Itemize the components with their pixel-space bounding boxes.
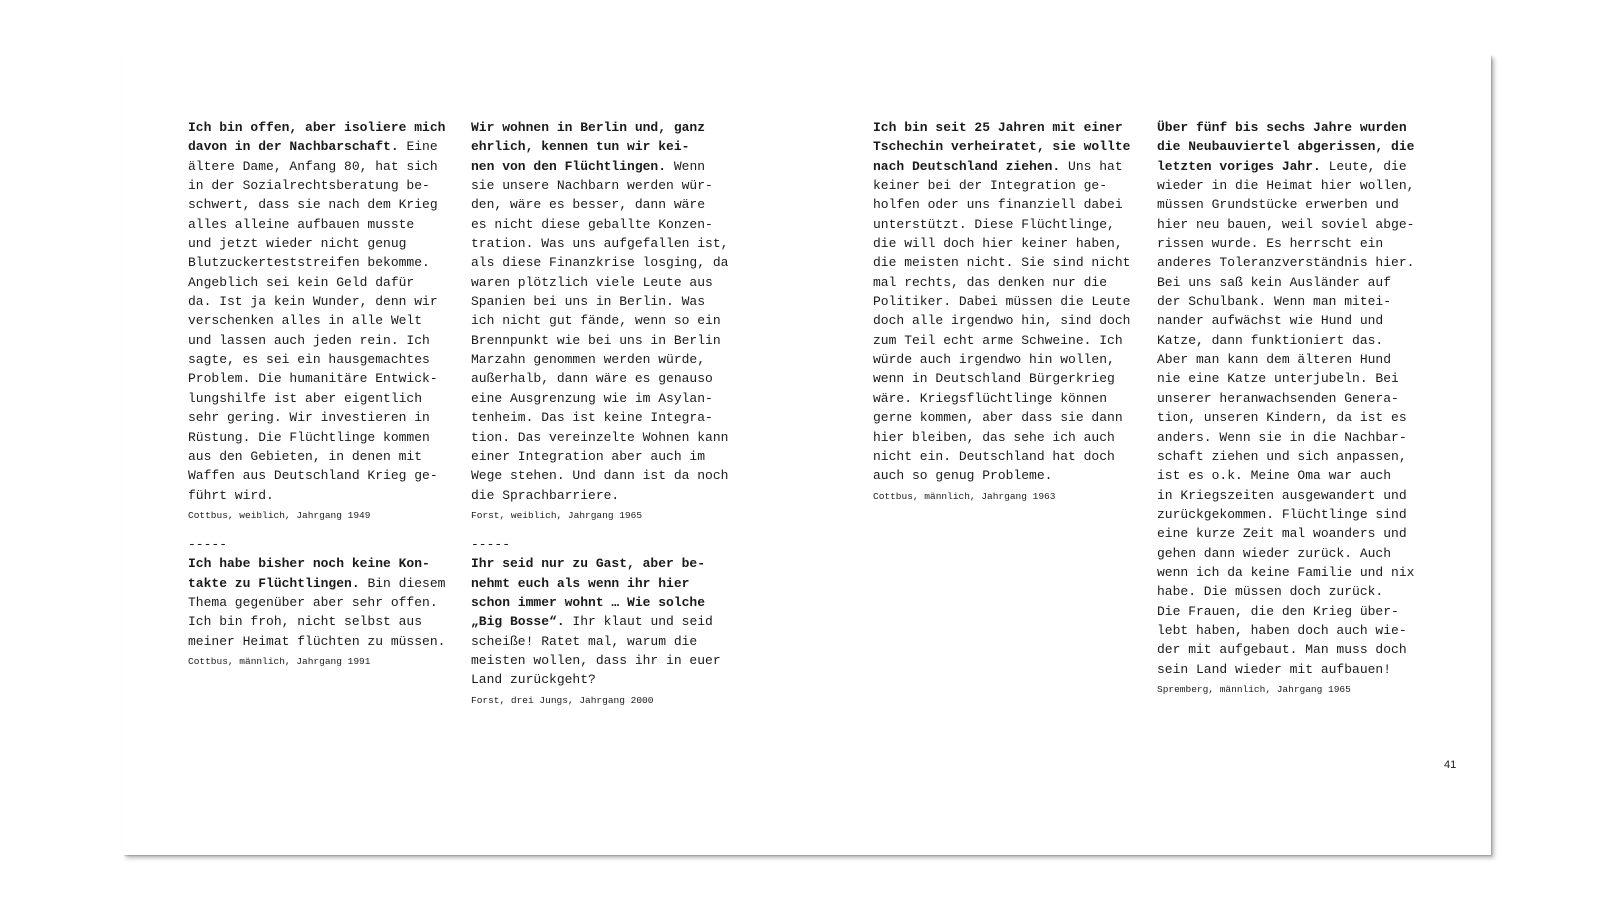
body-text: der Schulbank. Wenn man mitei- — [1157, 294, 1392, 310]
text-line — [1157, 176, 1432, 195]
text-line — [1157, 582, 1432, 601]
quote-block — [471, 118, 746, 523]
text-line — [1157, 447, 1432, 466]
text-line — [188, 428, 463, 447]
text-line — [1157, 466, 1432, 485]
quote-source: Forst, drei Jungs, Jahrgang 2000 — [471, 694, 654, 706]
text-line — [471, 157, 746, 176]
text-line — [188, 157, 463, 176]
body-text: nander aufwächst wie Hund und — [1157, 313, 1384, 329]
text-line — [1157, 544, 1432, 563]
body-text: Aber man kann dem älteren Hund — [1157, 352, 1392, 368]
text-line — [873, 331, 1148, 350]
text-line — [873, 350, 1148, 369]
body-text: keiner bei der Integration ge- — [873, 178, 1108, 194]
text-line — [188, 574, 463, 593]
body-text: und lassen auch jeden rein. Ich — [188, 332, 430, 348]
body-text: in der Sozialrechtsberatung be- — [188, 178, 430, 194]
text-line — [1157, 292, 1432, 311]
text-line — [1157, 311, 1432, 330]
body-text: Rüstung. Die Flüchtlinge kommen — [188, 429, 430, 445]
body-text: Wege stehen. Und dann ist da noch — [471, 468, 729, 484]
text-line — [471, 408, 746, 427]
text-line — [471, 253, 746, 272]
text-line — [873, 215, 1148, 234]
bold-lead-text: nach Deutschland ziehen. — [873, 158, 1061, 174]
column-4 — [1157, 118, 1432, 697]
body-text: Leute, die — [1320, 158, 1407, 174]
text-line — [873, 137, 1148, 156]
column-3 — [873, 118, 1148, 504]
text-line — [1157, 118, 1432, 137]
text-line — [188, 486, 463, 505]
text-line — [1157, 331, 1432, 350]
text-line — [188, 408, 463, 427]
text-line — [471, 632, 746, 651]
text-line — [1157, 369, 1432, 388]
text-line — [188, 632, 463, 651]
column-1 — [188, 118, 463, 669]
body-text: gerne kommen, aber dass sie dann — [873, 410, 1123, 426]
text-line — [1157, 215, 1432, 234]
text-line — [1157, 524, 1432, 543]
quote-block — [188, 118, 463, 523]
text-line — [188, 311, 463, 330]
body-text: die will doch hier keiner haben, — [873, 236, 1123, 252]
text-line — [873, 157, 1148, 176]
body-text: holfen oder uns finanziell dabei — [873, 197, 1123, 213]
text-line — [1157, 234, 1432, 253]
body-text: Wenn — [666, 158, 706, 174]
text-line — [873, 195, 1148, 214]
body-text: führt wird. — [188, 487, 274, 503]
body-text: tion, unseren Kindern, da ist es — [1157, 410, 1407, 426]
body-text: wenn in Deutschland Bürgerkrieg — [873, 371, 1115, 387]
body-text: wenn ich da keine Familie und nix — [1157, 564, 1415, 580]
text-line — [873, 369, 1148, 388]
text-line — [188, 350, 463, 369]
quote-block — [471, 554, 746, 707]
body-text: nie eine Katze unterjubeln. Bei — [1157, 371, 1399, 387]
text-line — [188, 195, 463, 214]
bold-lead-text: takte zu Flüchtlingen. — [188, 575, 360, 591]
body-text: sie unsere Nachbarn werden wür- — [471, 178, 713, 194]
text-line — [188, 447, 463, 466]
body-text: würde auch irgendwo hin wollen, — [873, 352, 1115, 368]
body-text: der mit aufgebaut. Man muss doch — [1157, 642, 1407, 658]
body-text: verschenken alles in alle Welt — [188, 313, 423, 329]
quote-block — [188, 554, 463, 669]
body-text: da. Ist ja kein Wunder, denn wir — [188, 294, 438, 310]
body-text: lungshilfe ist aber eigentlich — [188, 390, 423, 406]
body-text: die meisten nicht. Sie sind nicht — [873, 255, 1131, 271]
bold-lead-text: Ich bin offen, aber isoliere mich — [188, 120, 446, 135]
body-text: Waffen aus Deutschland Krieg ge- — [188, 468, 438, 484]
body-text: den, wäre es besser, dann wäre — [471, 197, 706, 213]
text-line — [471, 554, 746, 573]
text-line — [1157, 273, 1432, 292]
text-line — [471, 350, 746, 369]
body-text: Katze, dann funktioniert das. — [1157, 332, 1384, 348]
text-line — [471, 273, 746, 292]
quote-block — [1157, 118, 1432, 697]
bold-lead-text: Über fünf bis sechs Jahre wurden — [1157, 120, 1407, 135]
body-text: Blutzuckerteststreifen bekomme. — [188, 255, 430, 271]
text-line — [873, 466, 1148, 485]
body-text: einer Integration aber auch im — [471, 448, 706, 464]
body-text: wäre. Kriegsflüchtlinge können — [873, 390, 1108, 406]
body-text: doch alle irgendwo hin, sind doch — [873, 313, 1131, 329]
text-line — [1157, 505, 1432, 524]
text-line — [873, 273, 1148, 292]
body-text: sagte, es sei ein hausgemachtes — [188, 352, 430, 368]
text-line — [1157, 640, 1432, 659]
quote-source: Cottbus, weiblich, Jahrgang 1949 — [188, 509, 371, 521]
bold-lead-text: letzten voriges Jahr. — [1157, 158, 1321, 174]
body-text: wieder in die Heimat hier wollen, — [1157, 178, 1415, 194]
body-text: Marzahn genommen werden würde, — [471, 352, 706, 368]
text-line — [471, 651, 746, 670]
body-text: unterstützt. Diese Flüchtlinge, — [873, 216, 1115, 232]
bold-lead-text: „Big Bosse“. — [471, 614, 565, 630]
bold-lead-text: die Neubauviertel abgerissen, die — [1157, 139, 1415, 155]
body-text: Land zurückgeht? — [471, 672, 596, 688]
text-line — [471, 137, 746, 156]
text-line — [1157, 137, 1432, 156]
text-line — [471, 447, 746, 466]
bold-lead-text: Wir wohnen in Berlin und, ganz — [471, 120, 706, 135]
text-line — [471, 195, 746, 214]
body-text: tenheim. Das ist keine Integra- — [471, 410, 713, 426]
body-text: zurückgekommen. Flüchtlinge sind — [1157, 506, 1407, 522]
text-line — [873, 292, 1148, 311]
text-line — [1157, 389, 1432, 408]
body-text: schwert, dass sie nach dem Krieg — [188, 197, 438, 213]
text-line — [188, 234, 463, 253]
bold-lead-text: Tschechin verheiratet, sie wollte — [873, 139, 1131, 155]
text-line — [471, 311, 746, 330]
body-text: eine Ausgrenzung wie im Asylan- — [471, 390, 713, 406]
body-text: Ihr klaut und seid — [564, 614, 713, 630]
text-line — [873, 118, 1148, 137]
text-line — [471, 234, 746, 253]
text-line — [1157, 602, 1432, 621]
body-text: eine kurze Zeit mal woanders und — [1157, 526, 1407, 542]
text-line — [471, 612, 746, 631]
body-text: mal rechts, das denken nur die — [873, 274, 1108, 290]
body-text: Problem. Die humanitäre Entwick- — [188, 371, 438, 387]
text-line — [873, 447, 1148, 466]
text-line — [188, 612, 463, 631]
text-line — [471, 118, 746, 137]
body-text: unserer heranwachsenden Genera- — [1157, 390, 1399, 406]
body-text: es nicht diese geballte Konzen- — [471, 216, 713, 232]
column-2 — [471, 118, 746, 708]
body-text: ältere Dame, Anfang 80, hat sich — [188, 158, 438, 174]
body-text: tration. Was uns aufgefallen ist, — [471, 236, 729, 252]
body-text: Bin diesem — [359, 575, 446, 591]
quote-source: Forst, weiblich, Jahrgang 1965 — [471, 509, 643, 521]
body-text: Thema gegenüber aber sehr offen. — [188, 594, 438, 610]
text-line — [873, 176, 1148, 195]
body-text: in Kriegszeiten ausgewandert und — [1157, 487, 1407, 503]
text-line — [873, 408, 1148, 427]
text-line — [1157, 408, 1432, 427]
body-text: außerhalb, dann wäre es genauso — [471, 371, 713, 387]
body-text: aus den Gebieten, in denen mit — [188, 448, 423, 464]
text-line — [188, 215, 463, 234]
body-text: sein Land wieder mit aufbauen! — [1157, 661, 1392, 677]
body-text: meisten wollen, dass ihr in euer — [471, 652, 721, 668]
text-line — [471, 574, 746, 593]
text-line — [1157, 486, 1432, 505]
bold-lead-text: schon immer wohnt … Wie solche — [471, 594, 706, 610]
text-line — [1157, 621, 1432, 640]
text-line — [873, 253, 1148, 272]
body-text: lebt haben, haben doch auch wie- — [1157, 622, 1407, 638]
bold-lead-text: Ich bin seit 25 Jahren mit einer — [873, 120, 1123, 135]
body-text: Ich bin froh, nicht selbst aus — [188, 614, 423, 630]
text-line — [471, 215, 746, 234]
text-line — [1157, 660, 1432, 679]
text-line — [471, 466, 746, 485]
body-text: hier bleiben, das sehe ich auch — [873, 429, 1115, 445]
body-text: hier neu bauen, weil soviel abge- — [1157, 216, 1415, 232]
bold-lead-text: nehmt euch als wenn ihr hier — [471, 575, 690, 591]
quote-source: Cottbus, männlich, Jahrgang 1963 — [873, 490, 1056, 502]
text-line — [471, 369, 746, 388]
text-line — [188, 253, 463, 272]
body-text: auch so genug Probleme. — [873, 468, 1053, 484]
bold-lead-text: davon in der Nachbarschaft. — [188, 139, 399, 155]
text-line — [471, 670, 746, 689]
text-line — [188, 118, 463, 137]
body-text: als diese Finanzkrise losging, da — [471, 255, 729, 271]
text-line — [471, 389, 746, 408]
text-line — [188, 273, 463, 292]
body-text: alles alleine aufbauen musste — [188, 216, 415, 232]
quote-block — [873, 118, 1148, 504]
text-line — [1157, 195, 1432, 214]
separator: ----- — [471, 536, 511, 552]
text-line — [188, 331, 463, 350]
text-line — [1157, 428, 1432, 447]
body-text: Angeblich sei kein Geld dafür — [188, 274, 415, 290]
text-line — [471, 486, 746, 505]
text-line — [1157, 563, 1432, 582]
text-line — [471, 176, 746, 195]
body-text: meiner Heimat flüchten zu müssen. — [188, 633, 446, 649]
text-line — [188, 292, 463, 311]
quote-source: Spremberg, männlich, Jahrgang 1965 — [1157, 683, 1351, 695]
body-text: müssen Grundstücke erwerben und — [1157, 197, 1399, 213]
body-text: tion. Das vereinzelte Wohnen kann — [471, 429, 729, 445]
body-text: Spanien bei uns in Berlin. Was — [471, 294, 706, 310]
body-text: Eine — [398, 139, 438, 155]
body-text: rissen wurde. Es herrscht ein — [1157, 236, 1384, 252]
body-text: scheiße! Ratet mal, warum die — [471, 633, 698, 649]
text-line — [1157, 157, 1432, 176]
text-line — [471, 428, 746, 447]
body-text: die Sprachbarriere. — [471, 487, 620, 503]
text-line — [188, 369, 463, 388]
body-text: Brennpunkt wie bei uns in Berlin — [471, 332, 721, 348]
bold-lead-text: Ich habe bisher noch keine Kon- — [188, 556, 430, 572]
text-line — [188, 137, 463, 156]
body-text: schaft ziehen und sich anpassen, — [1157, 448, 1407, 464]
separator: ----- — [188, 536, 228, 552]
body-text: anderes Toleranzverständnis hier. — [1157, 255, 1415, 271]
bold-lead-text: Ihr seid nur zu Gast, aber be- — [471, 556, 706, 572]
bold-lead-text: ehrlich, kennen tun wir kei- — [471, 139, 690, 155]
body-text: zum Teil echt arme Schweine. Ich — [873, 332, 1123, 348]
body-text: Uns hat — [1060, 158, 1123, 174]
text-line — [188, 176, 463, 195]
text-line — [471, 593, 746, 612]
text-line — [188, 554, 463, 573]
text-line — [188, 593, 463, 612]
body-text: Politiker. Dabei müssen die Leute — [873, 294, 1131, 310]
text-line — [873, 389, 1148, 408]
body-text: sehr gering. Wir investieren in — [188, 410, 430, 426]
body-text: waren plötzlich viele Leute aus — [471, 274, 713, 290]
body-text: Die Frauen, die den Krieg über- — [1157, 603, 1399, 619]
page-number: 41 — [1444, 759, 1457, 771]
text-line — [873, 234, 1148, 253]
text-line — [1157, 253, 1432, 272]
body-text: und jetzt wieder nicht genug — [188, 236, 407, 252]
bold-lead-text: nen von den Flüchtlingen. — [471, 158, 667, 174]
quote-source: Cottbus, männlich, Jahrgang 1991 — [188, 655, 371, 667]
body-text: anders. Wenn sie in die Nachbar- — [1157, 429, 1407, 445]
text-line — [873, 311, 1148, 330]
text-line — [1157, 350, 1432, 369]
body-text: ich nicht gut fände, wenn so ein — [471, 313, 721, 329]
body-text: gehen dann wieder zurück. Auch — [1157, 545, 1392, 561]
body-text: Bei uns saß kein Ausländer auf — [1157, 274, 1392, 290]
body-text: ist es o.k. Meine Oma war auch — [1157, 468, 1392, 484]
text-line — [188, 466, 463, 485]
body-text: habe. Die müssen doch zurück. — [1157, 584, 1384, 600]
text-line — [188, 389, 463, 408]
body-text: nicht ein. Deutschland hat doch — [873, 448, 1115, 464]
text-line — [873, 428, 1148, 447]
text-line — [471, 331, 746, 350]
text-line — [471, 292, 746, 311]
